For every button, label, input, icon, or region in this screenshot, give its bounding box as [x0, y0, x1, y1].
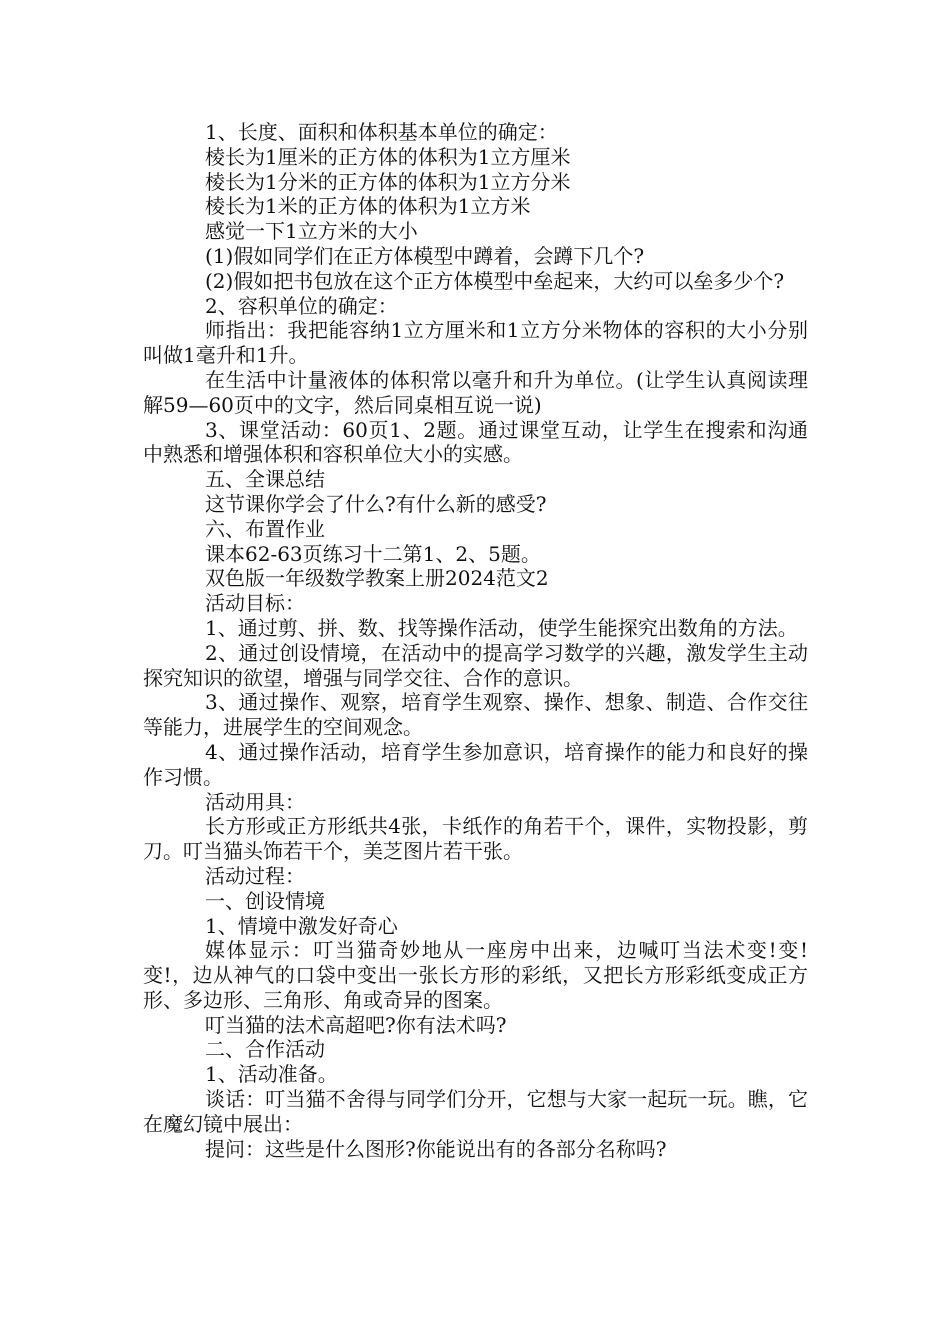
paragraph: (2)假如把书包放在这个正方体模型中垒起来，大约可以垒多少个?: [205, 268, 785, 293]
paragraph: 棱长为1米的正方体的体积为1立方米: [205, 194, 531, 219]
section-heading: 五、全课总结: [205, 467, 325, 492]
paragraph: 师指出：我把能容纳1立方厘米和1立方分米物体的容积的大小分别叫做1毫升和1升。: [143, 318, 808, 368]
paragraph: 1、情境中激发好奇心: [205, 913, 398, 938]
document-subtitle: 双色版一年级数学教案上册2024范文2: [205, 566, 549, 591]
paragraph: 提问：这些是什么图形?你能说出有的各部分名称吗?: [205, 1136, 667, 1161]
paragraph: 棱长为1厘米的正方体的体积为1立方厘米: [205, 144, 571, 169]
paragraph: 这节课你学会了什么?有什么新的感受?: [205, 491, 547, 516]
section-heading: 2、容积单位的确定：: [205, 293, 398, 318]
paragraph: 媒体显示：叮当猫奇妙地从一座房中出来，边喊叮当法术变!变!变!，边从神气的口袋中变出一张长方形的彩纸，又把长方形彩纸变成正方形、多边形、三角形、角或奇异的图案。: [143, 938, 808, 1012]
paragraph: 叮当猫的法术高超吧?你有法术吗?: [205, 1012, 507, 1037]
paragraph: 感觉一下1立方米的大小: [205, 219, 418, 244]
paragraph: 课本62-63页练习十二第1、2、5题。: [205, 541, 541, 566]
section-heading: 一、创设情境: [205, 888, 325, 913]
paragraph: 3、通过操作、观察，培育学生观察、操作、想象、制造、合作交往等能力，进展学生的空间观念。: [143, 690, 808, 740]
paragraph: (1)假如同学们在正方体模型中蹲着，会蹲下几个?: [205, 243, 645, 268]
paragraph: 1、通过剪、拼、数、找等操作活动，使学生能探究出数角的方法。: [205, 615, 798, 640]
section-heading: 活动目标：: [205, 591, 305, 616]
paragraph: 在生活中计量液体的体积常以毫升和升为单位。(让学生认真阅读理解59—60页中的文字，然后同桌相互说一说): [143, 367, 808, 417]
section-heading: 活动过程：: [205, 863, 305, 888]
paragraph: 3、课堂活动：60页1、2题。通过课堂互动，让学生在搜索和沟通中熟悉和增强体积和容积单位大小的实感。: [143, 417, 808, 467]
paragraph: 谈话：叮当猫不舍得与同学们分开，它想与大家一起玩一玩。瞧，它在魔幻镜中展出：: [143, 1087, 808, 1136]
paragraph: 2、通过创设情境，在活动中的提高学习数学的兴趣，激发学生主动探究知识的欲望，增强与同学交往、合作的意识。: [143, 640, 808, 690]
paragraph: 棱长为1分米的正方体的体积为1立方分米: [205, 169, 571, 194]
paragraph: 1、活动准备。: [205, 1062, 338, 1087]
paragraph: 1、长度、面积和体积基本单位的确定：: [205, 120, 558, 144]
paragraph: 4、通过操作活动，培育学生参加意识，培育操作的能力和良好的操作习惯。: [143, 739, 808, 789]
paragraph: 长方形或正方形纸共4张，卡纸作的角若干个，课件，实物投影，剪刀。叮当猫头饰若干个，美芝图片若干张。: [143, 814, 808, 864]
document-body: [143, 120, 808, 1161]
section-heading: 六、布置作业: [205, 516, 325, 541]
section-heading: 二、合作活动: [205, 1037, 325, 1062]
section-heading: 活动用具：: [205, 789, 305, 814]
